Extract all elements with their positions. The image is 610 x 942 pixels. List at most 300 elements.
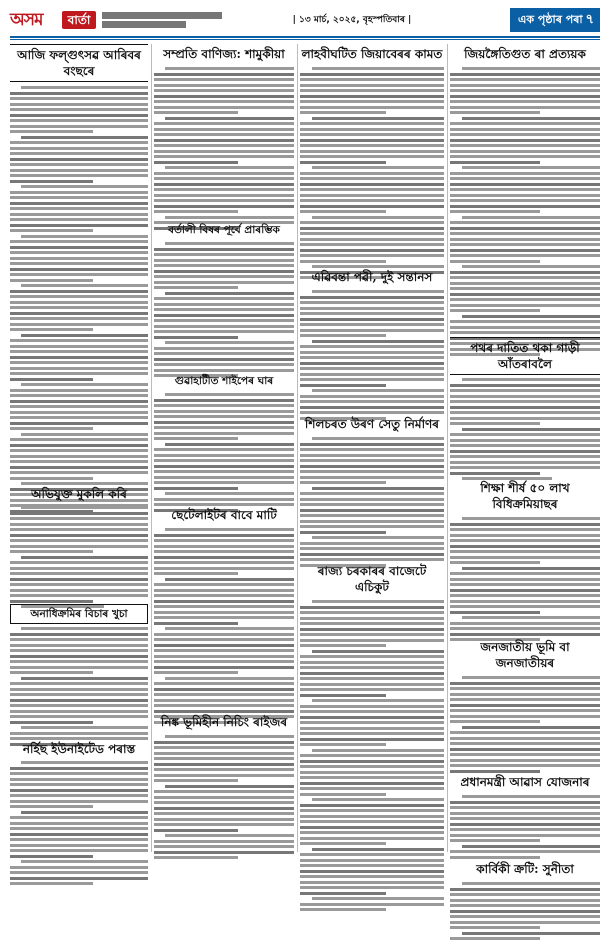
text-line — [10, 517, 148, 520]
text-line — [300, 738, 444, 741]
text-line — [462, 676, 600, 679]
text-line — [154, 498, 294, 501]
text-line — [154, 437, 238, 440]
text-line — [300, 238, 444, 241]
text-line — [154, 421, 294, 424]
text-line — [450, 472, 540, 475]
text-line — [154, 671, 238, 674]
text-line — [154, 177, 294, 180]
column-4 — [450, 44, 600, 876]
text-line — [10, 682, 148, 685]
text-line — [154, 404, 294, 407]
text-line — [10, 202, 148, 205]
text-line — [450, 326, 600, 329]
text-line — [154, 465, 294, 468]
text-line — [154, 330, 294, 333]
text-line — [300, 492, 444, 495]
text-line — [300, 454, 444, 457]
text-line — [300, 853, 444, 856]
text-line — [450, 188, 600, 191]
article-headline[interactable]: জিয়ঙ্গৈতিগুত ৰা প্ৰত্যয়ক — [464, 47, 586, 61]
text-line — [10, 356, 148, 359]
text-line — [154, 426, 294, 429]
text-line — [10, 572, 148, 575]
text-line — [10, 279, 93, 282]
text-line — [154, 270, 294, 273]
text-line — [312, 290, 444, 293]
text-line — [450, 839, 540, 842]
text-line — [10, 704, 148, 707]
text-line — [450, 466, 600, 469]
text-line — [300, 329, 444, 332]
text-line — [10, 732, 148, 735]
text-line — [450, 888, 600, 891]
text-line — [300, 622, 444, 625]
text-line — [154, 545, 294, 548]
text-line — [154, 487, 238, 490]
text-line — [300, 243, 444, 246]
text-line — [300, 743, 386, 746]
text-line — [450, 764, 600, 767]
text-line — [312, 437, 444, 440]
text-line — [450, 111, 540, 114]
text-line — [300, 373, 444, 376]
text-line — [300, 227, 444, 230]
text-line — [300, 787, 444, 790]
text-line — [10, 273, 148, 276]
text-line — [450, 320, 600, 323]
text-line — [21, 185, 148, 188]
article-body — [300, 67, 444, 267]
text-line — [10, 778, 148, 781]
text-line — [10, 594, 148, 597]
text-line — [462, 265, 600, 268]
text-line — [154, 259, 294, 262]
text-line — [10, 229, 93, 232]
text-line — [312, 67, 444, 70]
text-line — [300, 760, 444, 763]
text-line — [10, 767, 148, 770]
text-line — [154, 111, 238, 114]
text-line — [10, 833, 148, 836]
column-divider — [447, 44, 448, 852]
text-line — [154, 845, 294, 848]
text-line — [10, 130, 93, 133]
text-line — [300, 881, 444, 884]
page-number: ৭ — [585, 12, 594, 27]
page-tab-label: এক পৃষ্ঠাৰ পৰা — [518, 13, 583, 26]
text-line — [154, 779, 238, 782]
text-line — [300, 754, 444, 757]
text-line — [300, 611, 444, 614]
article-headline[interactable]: অভিযুক্ত মুকলি কৰি — [31, 487, 127, 501]
text-line — [450, 78, 600, 81]
article-headline[interactable]: গুৱাহাটীত শাইপেৰ ঘাৰ — [174, 375, 274, 387]
text-line — [450, 122, 600, 125]
text-line — [450, 100, 600, 103]
text-line — [10, 213, 148, 216]
text-line — [154, 622, 238, 625]
text-line — [300, 864, 444, 867]
text-line — [10, 339, 148, 342]
text-line — [154, 476, 294, 479]
text-line — [462, 726, 600, 729]
article-headline[interactable]: অনাধিক্ৰমিৰ বিচাৰ খুচা — [10, 604, 148, 624]
text-line — [450, 89, 600, 92]
text-line — [300, 260, 386, 263]
text-line — [10, 295, 148, 298]
text-line — [450, 106, 600, 109]
article-headline[interactable]: নিঙ্ক ভূমিহীন নিচিং ৰাইজৰ — [160, 715, 288, 729]
text-line — [154, 194, 294, 197]
text-line — [21, 627, 148, 630]
text-line — [450, 210, 540, 213]
text-line — [154, 666, 294, 669]
text-line — [300, 804, 444, 807]
text-line — [10, 534, 148, 537]
text-line — [154, 275, 294, 278]
text-line — [154, 183, 294, 186]
text-line — [154, 812, 294, 815]
text-line — [300, 837, 444, 840]
text-line — [154, 415, 294, 418]
text-line — [10, 207, 148, 210]
text-line — [462, 795, 600, 798]
text-line — [10, 710, 148, 713]
text-line — [300, 809, 444, 812]
column-divider — [151, 44, 152, 852]
text-line — [450, 693, 600, 696]
text-line — [312, 650, 444, 653]
text-line — [450, 439, 600, 442]
text-line — [154, 248, 294, 251]
text-line — [450, 161, 540, 164]
text-line — [450, 417, 600, 420]
text-line — [312, 487, 444, 490]
contact-info-block — [102, 10, 222, 32]
text-line — [10, 152, 148, 155]
text-line — [450, 254, 600, 257]
text-line — [154, 699, 294, 702]
text-line — [450, 850, 600, 853]
text-line — [10, 240, 148, 243]
text-line — [300, 459, 444, 462]
text-line — [10, 180, 93, 183]
text-line — [154, 205, 294, 208]
text-line — [154, 139, 294, 142]
text-line — [300, 128, 444, 131]
text-line — [154, 84, 294, 87]
text-line — [10, 550, 93, 553]
text-line — [450, 801, 600, 804]
text-line — [10, 816, 148, 819]
text-line — [450, 578, 600, 581]
text-line — [300, 644, 386, 647]
text-line — [10, 789, 148, 792]
text-line — [312, 600, 444, 603]
text-line — [10, 822, 148, 825]
text-line — [154, 644, 294, 647]
text-line — [450, 133, 600, 136]
article-headline[interactable]: জনজাতীয় ভূমি বা জনজাতীয়ৰ — [480, 640, 570, 670]
text-line — [450, 177, 600, 180]
text-line — [300, 89, 444, 92]
article-headline[interactable]: পথৰ দাতিত থকা গাড়ী আঁতৰাবলৈ — [450, 337, 600, 375]
text-line — [10, 367, 148, 370]
text-line — [10, 323, 148, 326]
text-line — [300, 509, 444, 512]
text-line — [154, 807, 294, 810]
text-line — [10, 350, 148, 353]
text-line — [462, 117, 600, 120]
text-line — [300, 908, 386, 911]
text-line — [450, 172, 600, 175]
text-line — [165, 834, 294, 837]
text-line — [450, 545, 600, 548]
text-line — [154, 264, 294, 267]
text-line — [165, 528, 294, 531]
text-line — [312, 897, 444, 900]
text-line — [10, 361, 148, 364]
text-line — [21, 433, 148, 436]
text-line — [300, 144, 444, 147]
text-line — [300, 606, 444, 609]
text-line — [154, 616, 294, 619]
article-headline[interactable]: শিক্ষা শীৰ্ষ ৫০ লাখ বিধিক্ৰমিয়াছৰ — [480, 481, 570, 511]
text-line — [10, 715, 148, 718]
text-line — [300, 155, 444, 158]
text-line — [300, 498, 444, 501]
text-line — [450, 389, 600, 392]
text-line — [300, 503, 444, 506]
text-line — [462, 67, 600, 70]
text-line — [300, 100, 444, 103]
text-line — [165, 242, 294, 245]
text-line — [165, 443, 294, 446]
text-line — [450, 600, 600, 603]
text-line — [10, 114, 148, 117]
text-line — [154, 704, 294, 707]
text-line — [300, 84, 444, 87]
text-line — [154, 605, 294, 608]
text-line — [10, 466, 148, 469]
text-line — [300, 661, 444, 664]
text-line — [312, 798, 444, 801]
text-line — [450, 572, 600, 575]
text-line — [450, 395, 600, 398]
text-line — [450, 331, 600, 334]
text-line — [154, 763, 294, 766]
text-line — [300, 400, 444, 403]
text-line — [450, 150, 600, 153]
text-line — [462, 378, 600, 381]
text-line — [10, 561, 148, 564]
article-body — [450, 378, 600, 478]
article-headline[interactable]: এৱিবন্তা পৱী, দুই সন্তানস — [311, 270, 433, 284]
text-line — [154, 682, 294, 685]
text-line — [312, 536, 444, 539]
text-line — [300, 172, 444, 175]
text-line — [300, 617, 444, 620]
text-line — [10, 97, 148, 100]
article-headline[interactable]: নৰ্হিছ ইউনাইটেড পৰাস্ত — [22, 742, 136, 756]
text-line — [10, 317, 148, 320]
text-line — [450, 411, 600, 414]
article-headline[interactable]: শিলচৰত উৰণ সেতু নিৰ্মাণৰ — [304, 417, 440, 431]
text-line — [300, 312, 444, 315]
text-line — [10, 649, 148, 652]
text-line — [10, 191, 148, 194]
text-line — [10, 141, 148, 144]
article-headline[interactable]: ৰাজ্য চৰকাৰৰ বাজেটে এচিকুট — [317, 564, 427, 594]
text-line — [300, 161, 386, 164]
text-line — [300, 815, 444, 818]
article-body — [10, 506, 148, 604]
text-line — [300, 710, 444, 713]
text-line — [165, 492, 294, 495]
text-line — [300, 334, 386, 337]
text-line — [300, 323, 444, 326]
text-line — [450, 205, 600, 208]
text-line — [300, 356, 444, 359]
article-body — [450, 67, 600, 337]
text-line — [10, 660, 148, 663]
text-line — [450, 523, 600, 526]
article-body — [154, 393, 294, 505]
text-line — [450, 433, 600, 436]
text-line — [312, 340, 444, 343]
text-line — [10, 871, 148, 874]
text-line — [450, 698, 600, 701]
text-line — [154, 454, 294, 457]
text-line — [10, 147, 148, 150]
text-line — [10, 174, 148, 177]
text-line — [300, 367, 444, 370]
text-line — [300, 820, 444, 823]
text-line — [154, 133, 294, 136]
text-line — [450, 812, 600, 815]
text-line — [450, 276, 600, 279]
text-line — [450, 422, 540, 425]
text-line — [10, 438, 148, 441]
text-line — [10, 721, 93, 724]
text-line — [154, 655, 294, 658]
text-line — [300, 406, 444, 409]
text-line — [450, 238, 600, 241]
text-line — [300, 199, 444, 202]
text-line — [300, 903, 444, 906]
text-line — [450, 589, 600, 592]
text-line — [165, 216, 294, 219]
text-line — [10, 671, 93, 674]
text-line — [10, 290, 148, 293]
text-line — [300, 553, 444, 556]
text-line — [10, 328, 93, 331]
text-line — [10, 345, 148, 348]
text-line — [154, 325, 294, 328]
text-line — [10, 125, 148, 128]
text-line — [154, 399, 294, 402]
article-headline[interactable]: কাৰ্বিকী ক্ৰটি: সুনীতা — [476, 862, 574, 876]
text-line — [154, 851, 294, 854]
article-headline[interactable]: সম্প্ৰতি বাণিজ্য: শামুকীয়া — [163, 47, 285, 61]
text-line — [450, 298, 600, 301]
text-line — [154, 594, 294, 597]
text-line — [450, 128, 600, 131]
text-line — [300, 465, 444, 468]
article-headline[interactable]: লাহবীঘটিত জিয়াবেৰৰ কামত — [301, 47, 443, 61]
text-line — [450, 243, 600, 246]
text-line — [154, 589, 294, 592]
text-line — [450, 282, 600, 285]
text-line — [300, 870, 444, 873]
text-line — [10, 444, 148, 447]
text-line — [450, 583, 600, 586]
text-line — [10, 372, 148, 375]
text-line — [300, 188, 444, 191]
text-line — [154, 336, 238, 339]
text-line — [10, 196, 148, 199]
text-line — [21, 235, 148, 238]
text-line — [10, 224, 148, 227]
text-line — [300, 254, 444, 257]
text-line — [165, 117, 294, 120]
text-line — [312, 166, 444, 169]
text-line — [10, 805, 93, 808]
text-line — [10, 583, 148, 586]
text-line — [450, 737, 600, 740]
text-line — [300, 672, 444, 675]
text-line — [450, 227, 600, 230]
article-body — [450, 676, 600, 772]
text-line — [154, 539, 294, 542]
text-line — [10, 169, 148, 172]
text-line — [154, 550, 294, 553]
text-line — [154, 481, 294, 484]
text-line — [450, 611, 540, 614]
text-line — [300, 139, 444, 142]
article-headline[interactable]: বৰ্তালী বিষৰ পূৰ্বে প্ৰাৰম্ভিক — [168, 224, 280, 236]
text-line — [10, 251, 148, 254]
text-line — [154, 210, 238, 213]
newspaper-logo[interactable] — [10, 8, 96, 32]
text-line — [300, 95, 444, 98]
text-line — [300, 705, 444, 708]
article-headline[interactable]: ছেটেলাইটৰ বাবে মাটি — [171, 508, 277, 522]
article-headline[interactable]: প্ৰধানমন্ত্ৰী আৱাস যোজনাৰ — [460, 775, 590, 789]
text-line — [450, 155, 600, 158]
text-line — [300, 384, 386, 387]
text-line — [300, 301, 444, 304]
text-line — [10, 655, 148, 658]
text-line — [300, 133, 444, 136]
text-line — [450, 742, 600, 745]
text-line — [10, 158, 148, 161]
text-line — [10, 838, 148, 841]
text-line — [450, 139, 600, 142]
text-line — [154, 746, 294, 749]
article-headline[interactable]: আজি ফল্গুৎসৱ আৰিবৰ বংছৰে — [10, 44, 148, 82]
text-line — [300, 886, 444, 889]
text-line — [10, 666, 148, 669]
text-line — [300, 875, 444, 878]
text-line — [450, 748, 600, 751]
text-line — [154, 840, 294, 843]
text-line — [300, 727, 444, 730]
text-line — [21, 556, 148, 559]
text-line — [10, 312, 148, 315]
text-line — [21, 334, 148, 337]
